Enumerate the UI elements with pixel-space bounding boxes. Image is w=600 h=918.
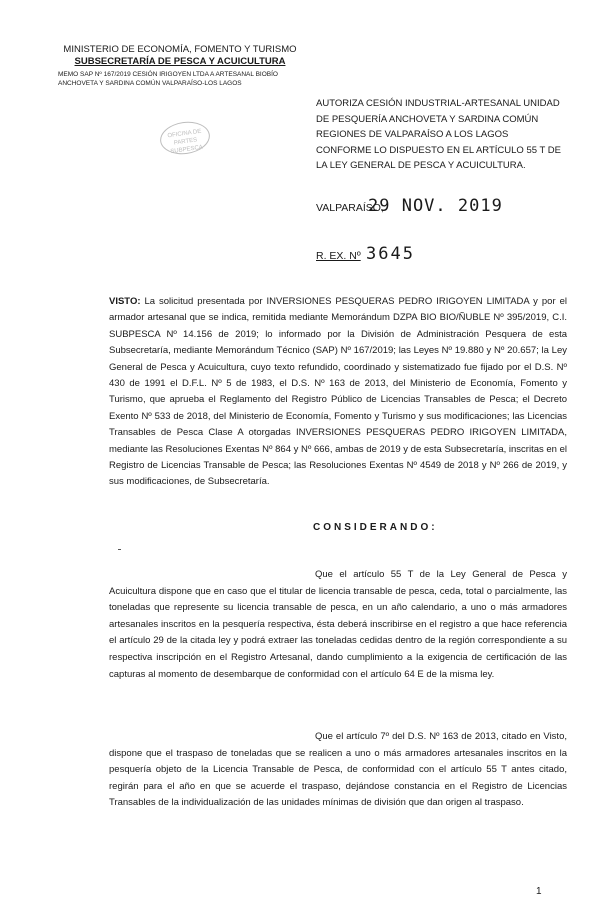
- rex-label: [316, 250, 361, 262]
- stamp-line-3: SUBPESCA: [170, 144, 204, 156]
- stamp-line-1: OFICINA DE: [167, 128, 202, 140]
- memo-line-2: ANCHOVETA Y SARDINA COMÚN VALPARAÍSO-LOS LAGOS: [58, 80, 242, 87]
- ministry-name: MINISTERIO DE ECONOMÍA, FOMENTO Y TURISMO: [63, 44, 297, 55]
- visto-label: VISTO:: [109, 296, 141, 307]
- memo-line-1: MEMO SAP Nº 167/2019 CESIÓN IRIGOYEN LTDA A ARTESANAL BIOBÍO: [58, 71, 278, 78]
- resolution-title: AUTORIZA CESIÓN INDUSTRIAL-ARTESANAL UNIDAD DE PESQUERÍA ANCHOVETA Y SARDINA COMÚN REGIONES DE VALPARAÍSO A LOS LAGOS CONFORME LO DISPUESTO EN EL ARTÍCULO 55 T DE LA LEY GENERAL DE PESCA Y ACUICULTURA.: [316, 98, 561, 171]
- place-label: VALPARAÍSO,: [316, 202, 384, 214]
- resolution-number: 3645: [366, 244, 415, 264]
- subsecretaria-name: SUBSECRETARÍA DE PESCA Y ACUICULTURA: [74, 56, 286, 67]
- memo-reference: [58, 70, 320, 88]
- margin-mark: [118, 549, 121, 550]
- rex-label-text: R. EX. Nº: [316, 250, 361, 262]
- page-number: 1: [536, 886, 542, 897]
- considerando-heading: CONSIDERANDO:: [313, 522, 438, 533]
- considerando-paragraph-1: Que el artículo 55 T de la Ley General de Pesca y Acuicultura dispone que en caso que el titular de licencia transable de pesca, ceda, total o parcialmente, las toneladas que represente su licencia transable de pesca, en un año calendario, a uno o más armadores artesanales inscritos en la pesquería respectiva, ésta deberá inscribirse en el registro a que hace referencia el artículo 29 de la citada ley y podrá extraer las toneladas cedidas dentro de la región correspondiente a su respectiva inscripción en el Registro Artesanal, dando cumplimiento a la exigencia de certificación de las capturas al momento de desembarque de conformidad con el artículo 64 E de la misma ley.: [109, 569, 567, 680]
- stamp-line-2: PARTES: [173, 137, 198, 147]
- visto-text: La solicitud presentada por INVERSIONES PESQUERAS PEDRO IRIGOYEN LIMITADA y por el armador artesanal que se indica, remitida mediante Memorándum DZPA BIO BIO/ÑUBLE Nº 395/2019, C.I. SUBPESCA Nº 14.156 de 2019; lo informado por la División de Administración Pesquera de esta Subsecretaría, mediante Memorándum Técnico (SAP) Nº 167/2019; las Leyes Nº 19.880 y Nº 20.657; la Ley General de Pesca y Acuicultura, cuyo texto refundido, coordinado y sistematizado fue fijado por el D.S. Nº 430 de 1991 el D.F.L. Nº 5 de 1983, el D.S. Nº 163 de 2013, del Ministerio de Economía, Fomento y Turismo, que aprueba el Reglamento del Registro Público de Licencias Transables de Pesca; el Decreto Exento Nº 533 de 2018, del Ministerio de Economía, Fomento y Turismo y sus modificaciones; las Licencias Transables de Pesca Clase A otorgadas INVERSIONES PESQUERAS PEDRO IRIGOYEN LIMITADA, mediante las Resoluciones Exentas Nº 864 y Nº 666, ambas de 2019 y de esta Subsecretaría, inscritas en el Registro de Licencias Transable de Pesca; las Resoluciones Exentas Nº 4549 de 2018 y Nº 266 de 2019, y sus modificaciones, de Subsecretaría.: [109, 296, 567, 488]
- considerando-paragraph-2: Que el artículo 7º del D.S. Nº 163 de 2013, citado en Visto, dispone que el traspaso de toneladas que se realicen a uno o más armadores artesanales inscritos en la pesquería objeto de la Licencia Transable de Pesca, de conformidad con el artículo 55 T antes citado, regirán para el año en que se acuerde el traspaso, dejándose constancia en el Registro de Licencias Transables de la individualización de las unidades mínimas de división que dan origen al traspaso.: [109, 731, 567, 809]
- resolution-date: 29 NOV. 2019: [368, 196, 503, 216]
- visto-paragraph: [109, 294, 567, 491]
- office-stamp: [158, 119, 212, 158]
